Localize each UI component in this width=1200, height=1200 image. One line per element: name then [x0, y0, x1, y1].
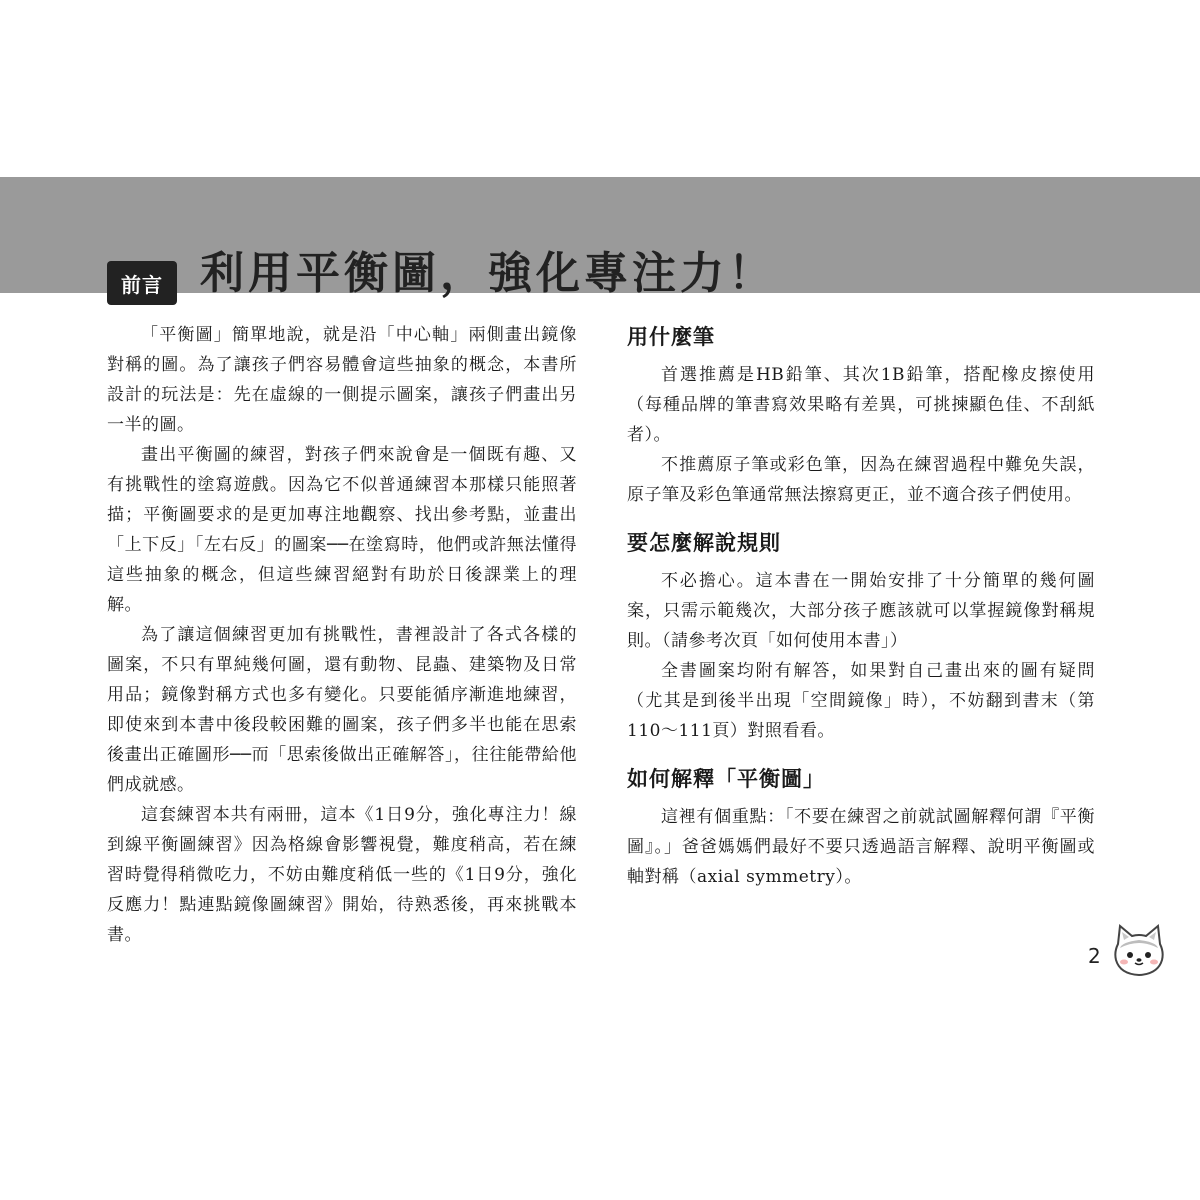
page-number: 2 [1088, 944, 1101, 968]
section-heading: 如何解釋「平衡圖」 [627, 766, 825, 791]
paragraph: 首選推薦是HB鉛筆、其次1B鉛筆，搭配橡皮擦使用（每種品牌的筆書寫效果略有差異，可挑揀顯色佳、不刮紙者）。 [627, 365, 1095, 445]
section-explain [627, 764, 1095, 892]
paragraph: 這套練習本共有兩冊，這本《1日9分，強化專注力！線到線平衡圖練習》因為格線會影響視覺，難度稍高，若在練習時覺得稍微吃力，不妨由難度稍低一些的《1日9分，強化反應力！點連點鏡像圖練習》開始，待熟悉後，再來挑戰本書。 [107, 805, 577, 945]
section-heading: 用什麼筆 [627, 324, 715, 349]
section-pens [627, 322, 1095, 510]
section-heading: 要怎麼解說規則 [627, 530, 781, 555]
left-column [107, 320, 577, 950]
cat-face-icon [1110, 922, 1168, 978]
paragraph: 為了讓這個練習更加有挑戰性，書裡設計了各式各樣的圖案，不只有單純幾何圖，還有動物、昆蟲、建築物及日常用品；鏡像對稱方式也多有變化。只要能循序漸進地練習，即使來到本書中後段較困難的圖案，孩子們多半也能在思索後畫出正確圖形──而「思索後做出正確解答」，往往能帶給他們成就感。 [107, 625, 577, 795]
paragraph: 「平衡圖」簡單地說，就是沿「中心軸」兩側畫出鏡像對稱的圖。為了讓孩子們容易體會這些抽象的概念，本書所設計的玩法是：先在虛線的一側提示圖案，讓孩子們畫出另一半的圖。 [107, 325, 577, 435]
paragraph: 不必擔心。這本書在一開始安排了十分簡單的幾何圖案，只需示範幾次，大部分孩子應該就可以掌握鏡像對稱規則。（請參考次頁「如何使用本書」） [627, 571, 1095, 651]
paragraph: 全書圖案均附有解答，如果對自己畫出來的圖有疑問（尤其是到後半出現「空間鏡像」時），不妨翻到書末（第110～111頁）對照看看。 [627, 661, 1095, 741]
paragraph: 不推薦原子筆或彩色筆，因為在練習過程中難免失誤，原子筆及彩色筆通常無法擦寫更正，並不適合孩子們使用。 [627, 455, 1095, 505]
section-tag: 前言 [107, 261, 177, 305]
right-column [627, 322, 1095, 892]
paragraph: 這裡有個重點：「不要在練習之前就試圖解釋何謂『平衡圖』。」爸爸媽媽們最好不要只透過語言解釋、說明平衡圖或軸對稱（axial symmetry）。 [627, 807, 1095, 887]
page-title: 利用平衡圖，強化專注力！ [200, 248, 776, 299]
section-rules [627, 528, 1095, 746]
paragraph: 畫出平衡圖的練習，對孩子們來說會是一個既有趣、又有挑戰性的塗寫遊戲。因為它不似普通練習本那樣只能照著描；平衡圖要求的是更加專注地觀察、找出參考點，並畫出「上下反」「左右反」的圖案──在塗寫時，他們或許無法懂得這些抽象的概念，但這些練習絕對有助於日後課業上的理解。 [107, 445, 577, 615]
